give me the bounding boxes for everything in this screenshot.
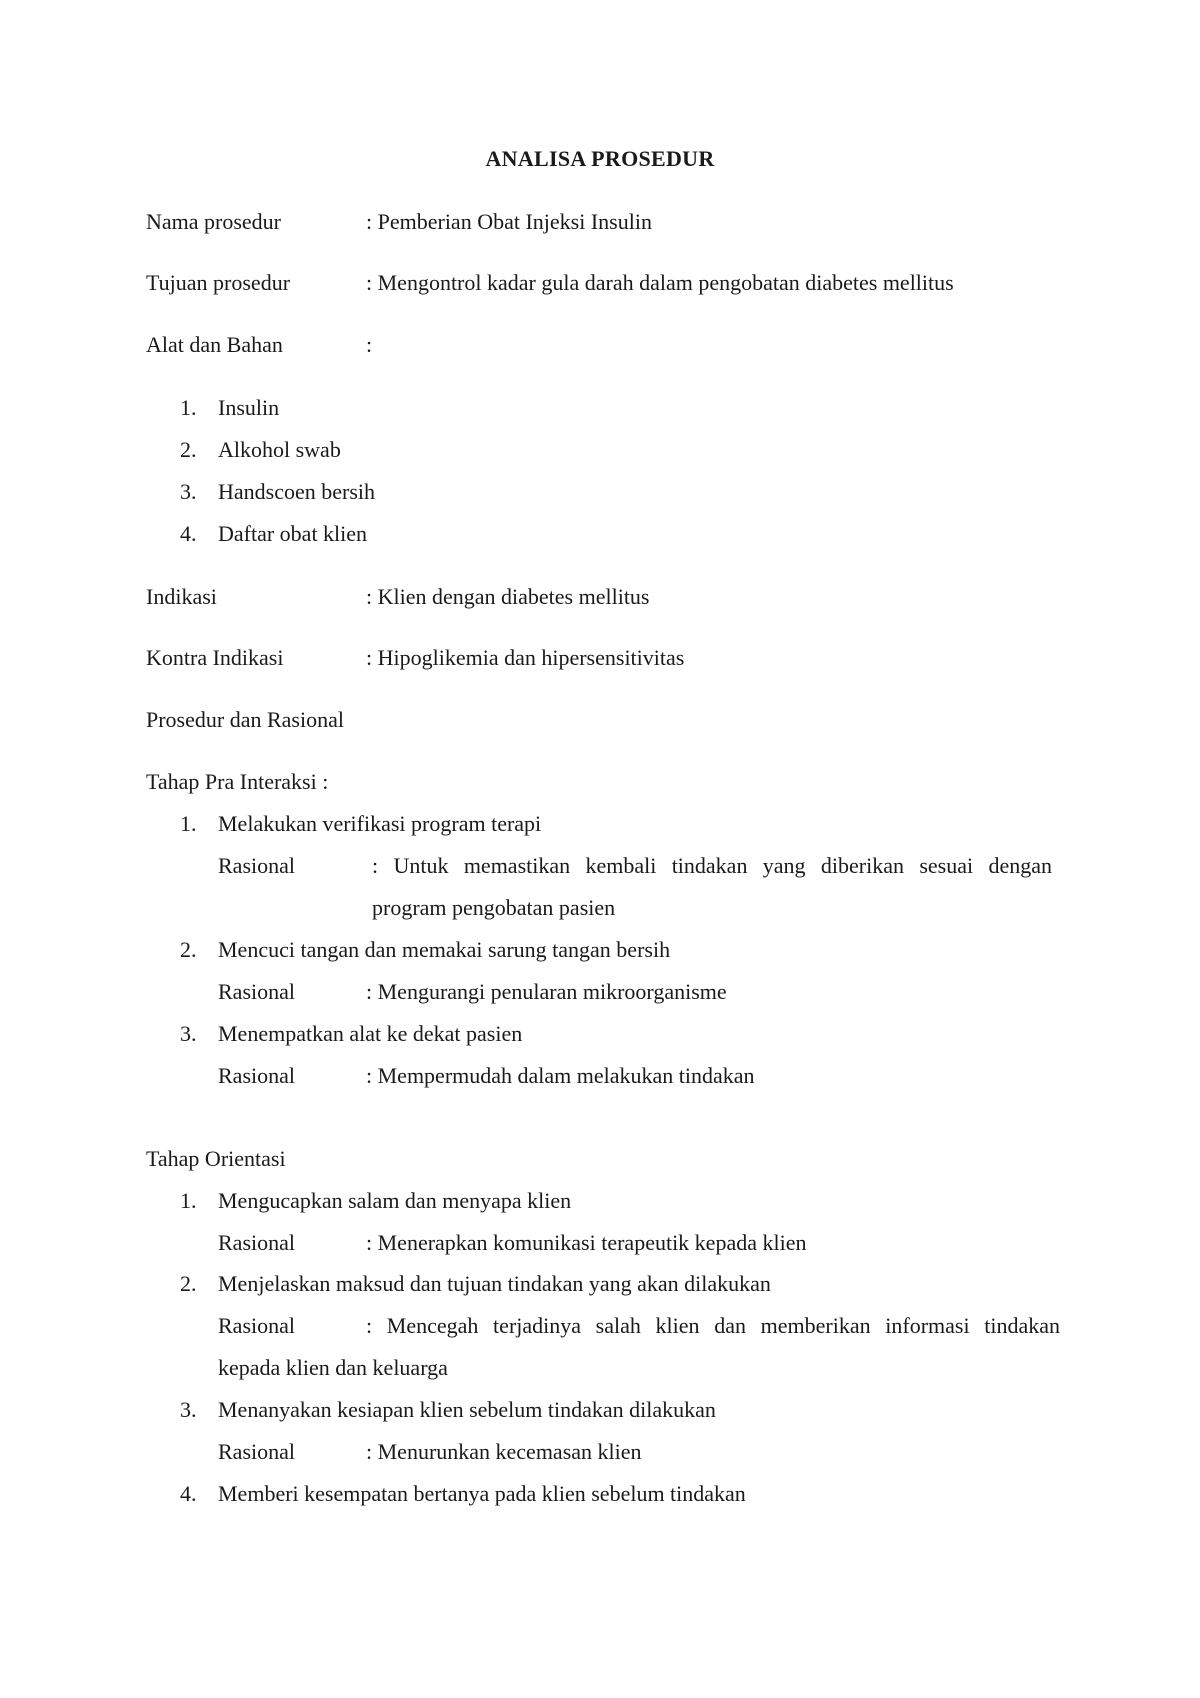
list-number: 4. (180, 521, 197, 546)
step-number: 1. (180, 811, 197, 836)
step-text: Mengucapkan salam dan menyapa klien (218, 1188, 572, 1213)
rasional-text: : Untuk memastikan kembali tindakan yang diberikan sesuai dengan (372, 853, 1052, 878)
rasional-label: Rasional (218, 979, 295, 1004)
rasional-text: : Menerapkan komunikasi terapeutik kepada klien (366, 1230, 807, 1255)
step-text: Melakukan verifikasi program terapi (218, 811, 542, 836)
heading-text: Tahap Orientasi (146, 1146, 286, 1171)
step-number: 2. (180, 937, 197, 962)
step-number: 3. (180, 1021, 197, 1046)
field-label: Tujuan prosedur (146, 270, 291, 295)
field-label: Kontra Indikasi (146, 645, 284, 670)
step-text: Menempatkan alat ke dekat pasien (218, 1021, 523, 1046)
step-text: Menjelaskan maksud dan tujuan tindakan yang akan dilakukan (218, 1271, 771, 1296)
rasional-label: Rasional (218, 1313, 295, 1338)
rasional-text: kepada klien dan keluarga (218, 1355, 448, 1380)
rasional-text: program pengobatan pasien (372, 895, 616, 920)
step-number: 3. (180, 1397, 197, 1422)
step-text: Memberi kesempatan bertanya pada klien sebelum tindakan (218, 1481, 746, 1506)
field-value: : Mengontrol kadar gula darah dalam pengobatan diabetes mellitus (366, 270, 954, 295)
rasional-label: Rasional (218, 1439, 295, 1464)
list-text: Daftar obat klien (218, 521, 368, 546)
rasional-label: Rasional (218, 853, 295, 878)
list-text: Handscoen bersih (218, 479, 376, 504)
step-number: 4. (180, 1481, 197, 1506)
rasional-label: Rasional (218, 1063, 295, 1088)
rasional-text: : Mencegah terjadinya salah klien dan memberikan informasi tindakan (366, 1313, 1060, 1338)
field-value: : Klien dengan diabetes mellitus (366, 584, 650, 609)
step-text: Menanyakan kesiapan klien sebelum tindakan dilakukan (218, 1397, 716, 1422)
step-text: Mencuci tangan dan memakai sarung tangan bersih (218, 937, 671, 962)
field-label: Nama prosedur (146, 209, 282, 234)
field-value: : Hipoglikemia dan hipersensitivitas (366, 645, 685, 670)
rasional-text: : Menurunkan kecemasan klien (366, 1439, 642, 1464)
rasional-label: Rasional (218, 1230, 295, 1255)
list-text: Insulin (218, 395, 280, 420)
list-number: 2. (180, 437, 197, 462)
list-number: 3. (180, 479, 197, 504)
page-title: ANALISA PROSEDUR (485, 146, 715, 171)
rasional-text: : Mempermudah dalam melakukan tindakan (366, 1063, 755, 1088)
heading-text: Prosedur dan Rasional (146, 707, 344, 732)
step-number: 1. (180, 1188, 197, 1213)
step-number: 2. (180, 1271, 197, 1296)
heading-text: Tahap Pra Interaksi : (146, 769, 329, 794)
field-label: Alat dan Bahan (146, 332, 283, 357)
list-number: 1. (180, 395, 197, 420)
field-value: : (366, 332, 373, 357)
list-text: Alkohol swab (218, 437, 341, 462)
rasional-text: : Mengurangi penularan mikroorganisme (366, 979, 727, 1004)
field-label: Indikasi (146, 584, 217, 609)
field-value: : Pemberian Obat Injeksi Insulin (366, 209, 652, 234)
